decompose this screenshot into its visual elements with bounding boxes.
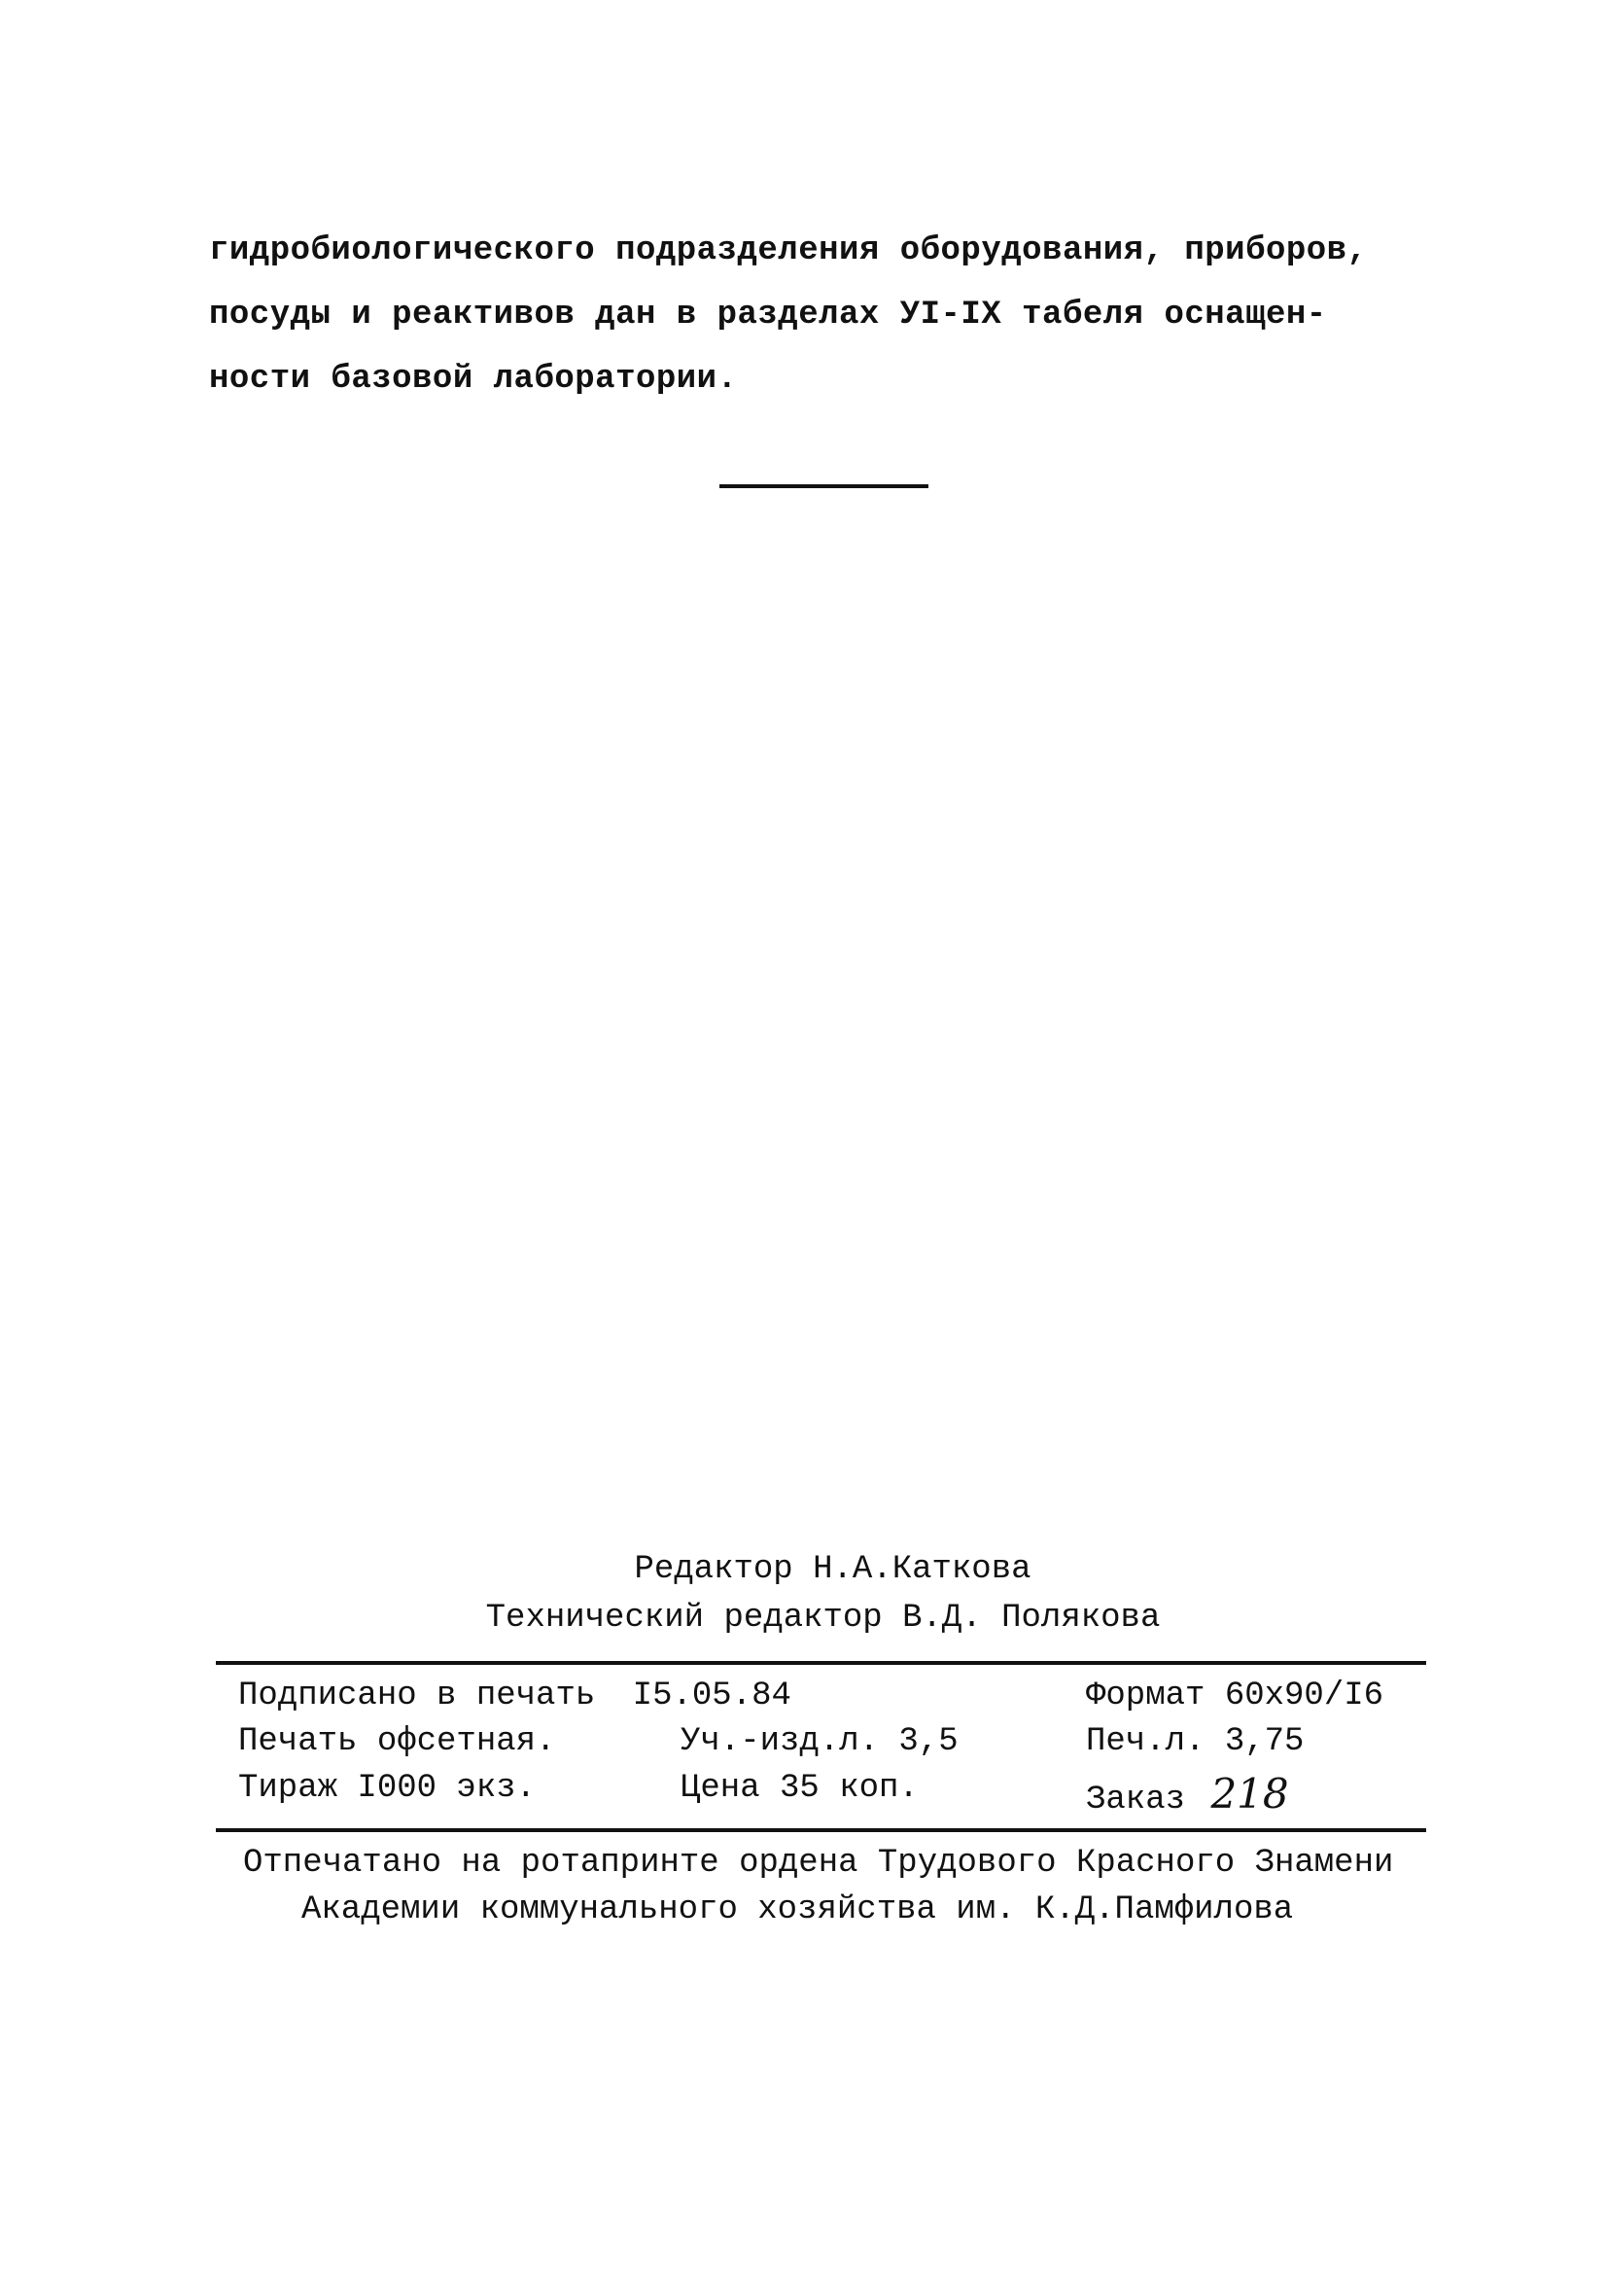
imprint-row xyxy=(238,1770,1424,1819)
imprint-top-rule xyxy=(216,1661,1426,1665)
body-line-1: гидробиологического подразделения оборудования, приборов, xyxy=(209,232,1368,269)
end-of-text-separator xyxy=(719,484,928,488)
signed-for-print-date: I5.05.84 xyxy=(632,1678,791,1714)
signed-for-print-label: Подписано в печать xyxy=(238,1678,596,1714)
printer-line-2: Академии коммунального хозяйства им. К.Д.Памфилова xyxy=(301,1891,1294,1928)
body-line-3: ности базовой лаборатории. xyxy=(209,361,738,398)
price: Цена 35 коп. xyxy=(681,1770,919,1807)
printer-line-1: Отпечатано на ротапринте ордена Трудового Красного Знамени xyxy=(243,1845,1394,1882)
imprint-row xyxy=(238,1723,1424,1768)
order-handwritten-number: 218 xyxy=(1210,1770,1289,1818)
print-type: Печать офсетная. xyxy=(238,1723,556,1760)
order-number xyxy=(1086,1770,1289,1819)
print-run: Тираж I000 экз. xyxy=(238,1770,537,1807)
publishing-sheets: Уч.-изд.л. 3,5 xyxy=(681,1723,959,1760)
printed-sheets: Печ.л. 3,75 xyxy=(1086,1723,1305,1760)
order-label: Заказ xyxy=(1086,1782,1186,1819)
imprint-bottom-rule xyxy=(216,1828,1426,1832)
body-line-2: посуды и реактивов дан в разделах УI-IX табеля оснащен- xyxy=(209,297,1327,334)
imprint-row xyxy=(238,1678,1424,1722)
technical-editor-credit: Технический редактор В.Д. Полякова xyxy=(485,1600,1161,1637)
body-paragraph xyxy=(209,219,1376,411)
editor-credit: Редактор Н.А.Каткова xyxy=(634,1551,1031,1588)
signed-for-print xyxy=(238,1678,791,1714)
format-info: Формат 60х90/I6 xyxy=(1086,1678,1384,1714)
